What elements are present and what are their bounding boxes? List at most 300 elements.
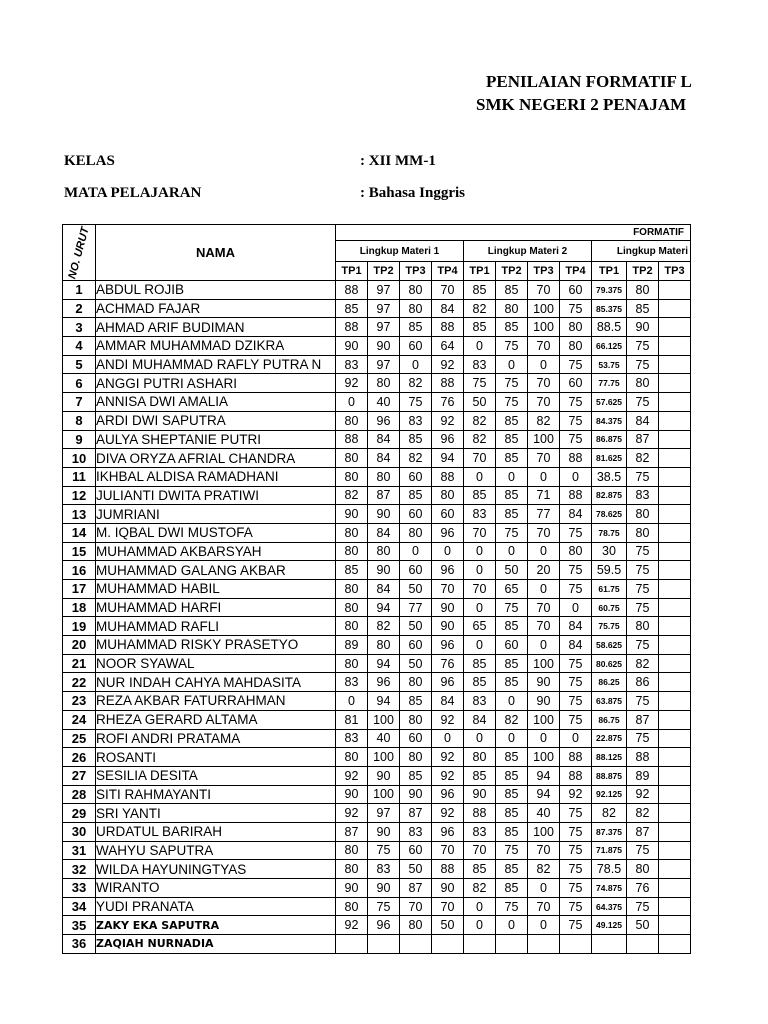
- score-cell: 75: [560, 879, 592, 898]
- score-cell: 80: [336, 580, 368, 599]
- score-cell: 97: [368, 355, 400, 374]
- row-number: 34: [63, 897, 96, 916]
- score-cell: 60: [560, 374, 592, 393]
- score-cell: 66.125: [592, 337, 627, 356]
- row-number: 1: [63, 281, 96, 300]
- score-cell: 87: [627, 430, 659, 449]
- score-cell: 82: [627, 449, 659, 468]
- student-name: ANGGI PUTRI ASHARI: [96, 374, 336, 393]
- score-cell: 80: [336, 617, 368, 636]
- score-cell: 83: [336, 729, 368, 748]
- score-cell: 94: [528, 785, 560, 804]
- score-cell: 80: [560, 318, 592, 337]
- score-cell: 0: [496, 355, 528, 374]
- row-number: 23: [63, 692, 96, 711]
- score-cell: 85: [464, 281, 496, 300]
- score-cell: 71.875: [592, 841, 627, 860]
- score-cell: 78.625: [592, 505, 627, 524]
- score-cell: 90: [432, 617, 464, 636]
- score-cell: [659, 841, 691, 860]
- row-number: 10: [63, 449, 96, 468]
- score-cell: 75: [627, 841, 659, 860]
- score-cell: 0: [496, 692, 528, 711]
- score-cell: 75: [560, 393, 592, 412]
- table-row: [63, 467, 691, 486]
- score-cell: [464, 935, 496, 954]
- score-cell: 75: [560, 299, 592, 318]
- score-cell: 53.75: [592, 355, 627, 374]
- score-cell: 100: [528, 299, 560, 318]
- score-cell: 65: [464, 617, 496, 636]
- row-number: 2: [63, 299, 96, 318]
- score-cell: 65: [496, 580, 528, 599]
- score-cell: 96: [432, 561, 464, 580]
- score-cell: 100: [528, 748, 560, 767]
- student-name: WIRANTO: [96, 879, 336, 898]
- score-cell: 90: [528, 692, 560, 711]
- score-cell: 86.875: [592, 430, 627, 449]
- score-cell: 50: [496, 561, 528, 580]
- score-cell: 78.5: [592, 860, 627, 879]
- score-cell: [659, 542, 691, 561]
- score-cell: 80: [400, 673, 432, 692]
- score-cell: 75: [627, 729, 659, 748]
- student-name: MUHAMMAD RAFLI: [96, 617, 336, 636]
- table-row: [63, 804, 691, 823]
- group-header-1: Lingkup Materi 1: [336, 241, 464, 262]
- tp-header: TP3: [528, 262, 560, 281]
- score-cell: 85: [400, 692, 432, 711]
- score-cell: 0: [336, 393, 368, 412]
- table-row: [63, 393, 691, 412]
- student-name: AULYA SHEPTANIE PUTRI: [96, 430, 336, 449]
- score-cell: 0: [336, 692, 368, 711]
- score-cell: 75: [464, 374, 496, 393]
- row-number: 12: [63, 486, 96, 505]
- score-cell: 85: [464, 673, 496, 692]
- score-cell: 0: [528, 580, 560, 599]
- score-cell: 40: [368, 729, 400, 748]
- score-cell: 0: [528, 355, 560, 374]
- score-cell: 70: [528, 617, 560, 636]
- mapel-label: MATA PELAJARAN: [64, 185, 202, 201]
- score-cell: 90: [432, 598, 464, 617]
- score-cell: 0: [464, 542, 496, 561]
- score-cell: 82: [368, 617, 400, 636]
- score-cell: 80: [368, 542, 400, 561]
- table-row: [63, 561, 691, 580]
- score-cell: 75: [496, 337, 528, 356]
- score-cell: 92: [432, 804, 464, 823]
- no-urut-header: NO. URUT: [63, 225, 96, 281]
- row-number: 21: [63, 654, 96, 673]
- score-cell: 75: [627, 580, 659, 599]
- score-cell: 83: [627, 486, 659, 505]
- table-row: [63, 654, 691, 673]
- student-name: WAHYU SAPUTRA: [96, 841, 336, 860]
- student-name: JUMRIANI: [96, 505, 336, 524]
- score-cell: 75.75: [592, 617, 627, 636]
- score-cell: 80: [627, 617, 659, 636]
- score-cell: 85.375: [592, 299, 627, 318]
- score-cell: 82: [400, 449, 432, 468]
- student-name: SRI YANTI: [96, 804, 336, 823]
- score-cell: 75: [627, 355, 659, 374]
- row-number: 8: [63, 411, 96, 430]
- score-cell: 0: [464, 561, 496, 580]
- score-cell: 88: [560, 449, 592, 468]
- score-cell: [659, 561, 691, 580]
- tp-header: TP2: [368, 262, 400, 281]
- score-cell: [659, 654, 691, 673]
- score-cell: 85: [496, 879, 528, 898]
- score-cell: 88: [432, 860, 464, 879]
- score-cell: 82: [528, 411, 560, 430]
- score-cell: 92: [336, 804, 368, 823]
- score-cell: 75: [627, 542, 659, 561]
- score-cell: 0: [528, 542, 560, 561]
- kelas-value: : XII MM-1: [360, 153, 436, 169]
- score-cell: 92: [432, 355, 464, 374]
- score-cell: 70: [528, 281, 560, 300]
- score-cell: [659, 860, 691, 879]
- score-cell: 97: [368, 281, 400, 300]
- row-number: 25: [63, 729, 96, 748]
- table-row: [63, 486, 691, 505]
- score-cell: 85: [336, 561, 368, 580]
- score-cell: [627, 935, 659, 954]
- score-cell: 85: [464, 860, 496, 879]
- score-cell: 90: [368, 879, 400, 898]
- score-cell: 84: [627, 411, 659, 430]
- table-row: [63, 879, 691, 898]
- score-cell: [659, 374, 691, 393]
- score-cell: 90: [627, 318, 659, 337]
- table-row: [63, 355, 691, 374]
- score-cell: 84: [560, 505, 592, 524]
- score-cell: 80: [496, 299, 528, 318]
- score-cell: 60: [400, 505, 432, 524]
- score-cell: 70: [432, 281, 464, 300]
- table-row: [63, 897, 691, 916]
- score-cell: 0: [464, 916, 496, 935]
- score-cell: 61.75: [592, 580, 627, 599]
- score-cell: 75: [368, 897, 400, 916]
- score-cell: 85: [496, 486, 528, 505]
- student-name: SESILIA DESITA: [96, 766, 336, 785]
- table-row: [63, 822, 691, 841]
- student-name: SITI RAHMAYANTI: [96, 785, 336, 804]
- student-name: YUDI PRANATA: [96, 897, 336, 916]
- score-cell: 85: [496, 748, 528, 767]
- score-cell: 85: [496, 766, 528, 785]
- score-cell: 80: [336, 411, 368, 430]
- table-row: [63, 766, 691, 785]
- score-cell: 75: [560, 897, 592, 916]
- score-cell: 75: [560, 804, 592, 823]
- score-cell: 64: [432, 337, 464, 356]
- score-cell: [659, 393, 691, 412]
- score-cell: 58.625: [592, 636, 627, 655]
- row-number: 13: [63, 505, 96, 524]
- score-cell: [659, 355, 691, 374]
- score-cell: 82.875: [592, 486, 627, 505]
- score-cell: [659, 617, 691, 636]
- score-cell: 75: [496, 841, 528, 860]
- score-cell: 0: [464, 467, 496, 486]
- table-row: [63, 860, 691, 879]
- table-row: [63, 281, 691, 300]
- score-cell: 92: [336, 916, 368, 935]
- score-cell: 0: [496, 916, 528, 935]
- score-cell: 75: [496, 393, 528, 412]
- score-cell: 80: [400, 748, 432, 767]
- group-header-3: Lingkup Materi: [592, 241, 691, 262]
- score-cell: 80.625: [592, 654, 627, 673]
- score-cell: 70: [464, 449, 496, 468]
- score-cell: 92: [432, 748, 464, 767]
- score-cell: 85: [496, 785, 528, 804]
- student-name: AHMAD ARIF BUDIMAN: [96, 318, 336, 337]
- table-row: [63, 411, 691, 430]
- score-cell: 0: [400, 355, 432, 374]
- score-cell: 86: [627, 673, 659, 692]
- score-cell: 82: [464, 411, 496, 430]
- score-cell: 75: [560, 561, 592, 580]
- score-cell: 84: [368, 523, 400, 542]
- score-cell: [659, 505, 691, 524]
- score-cell: 80: [627, 860, 659, 879]
- score-cell: 76: [432, 654, 464, 673]
- score-cell: 75: [560, 841, 592, 860]
- score-cell: 49.125: [592, 916, 627, 935]
- score-cell: 100: [528, 654, 560, 673]
- score-cell: 87: [627, 710, 659, 729]
- score-cell: 90: [368, 561, 400, 580]
- score-cell: 83: [464, 505, 496, 524]
- score-cell: 80: [627, 505, 659, 524]
- row-number: 5: [63, 355, 96, 374]
- score-cell: 82: [336, 486, 368, 505]
- score-cell: 82: [464, 299, 496, 318]
- score-cell: 94: [368, 654, 400, 673]
- score-cell: 90: [336, 337, 368, 356]
- score-cell: 75: [560, 692, 592, 711]
- score-cell: 70: [528, 841, 560, 860]
- score-cell: 60: [400, 636, 432, 655]
- score-cell: 85: [400, 430, 432, 449]
- score-cell: 85: [496, 804, 528, 823]
- score-cell: 82: [496, 710, 528, 729]
- tp-header: TP1: [336, 262, 368, 281]
- student-name: AMMAR MUHAMMAD DZIKRA: [96, 337, 336, 356]
- score-cell: 88: [336, 430, 368, 449]
- score-cell: 75: [627, 337, 659, 356]
- score-cell: 0: [528, 879, 560, 898]
- score-cell: 88: [627, 748, 659, 767]
- score-cell: 85: [496, 449, 528, 468]
- table-row: [63, 374, 691, 393]
- score-cell: [659, 935, 691, 954]
- score-cell: 80: [400, 299, 432, 318]
- score-cell: 0: [528, 729, 560, 748]
- score-cell: [659, 580, 691, 599]
- score-cell: 90: [464, 785, 496, 804]
- score-cell: 96: [432, 785, 464, 804]
- group-header-2: Lingkup Materi 2: [464, 241, 592, 262]
- score-cell: 80: [368, 467, 400, 486]
- score-cell: 96: [368, 411, 400, 430]
- score-cell: 92: [432, 710, 464, 729]
- score-cell: 75: [560, 523, 592, 542]
- score-cell: 87: [368, 486, 400, 505]
- score-cell: 0: [464, 337, 496, 356]
- score-cell: 80: [336, 748, 368, 767]
- score-cell: 75: [560, 355, 592, 374]
- score-cell: 64.375: [592, 897, 627, 916]
- student-name: ACHMAD FAJAR: [96, 299, 336, 318]
- score-cell: 80: [368, 636, 400, 655]
- score-cell: [659, 766, 691, 785]
- score-cell: 88: [560, 486, 592, 505]
- score-cell: 0: [528, 916, 560, 935]
- score-cell: 86.75: [592, 710, 627, 729]
- table-row: [63, 916, 691, 935]
- score-cell: 60: [560, 281, 592, 300]
- score-cell: 100: [528, 710, 560, 729]
- score-cell: 75: [627, 393, 659, 412]
- score-cell: 60: [400, 841, 432, 860]
- student-name: ZAKY EKA SAPUTRA: [96, 916, 336, 935]
- score-cell: 85: [336, 299, 368, 318]
- score-cell: 88: [336, 281, 368, 300]
- row-number: 7: [63, 393, 96, 412]
- score-cell: 80: [400, 916, 432, 935]
- row-number: 30: [63, 822, 96, 841]
- score-cell: 88: [336, 318, 368, 337]
- row-number: 16: [63, 561, 96, 580]
- score-cell: 90: [528, 673, 560, 692]
- score-cell: 80: [336, 654, 368, 673]
- table-row: [63, 318, 691, 337]
- score-cell: 90: [368, 822, 400, 841]
- score-cell: [659, 748, 691, 767]
- score-cell: [592, 935, 627, 954]
- table-row: [63, 299, 691, 318]
- score-cell: 94: [368, 692, 400, 711]
- score-cell: 85: [464, 318, 496, 337]
- score-cell: 84: [464, 710, 496, 729]
- score-cell: 92: [627, 785, 659, 804]
- tp-header: TP1: [592, 262, 627, 281]
- score-cell: 75: [560, 710, 592, 729]
- row-number: 14: [63, 523, 96, 542]
- score-cell: 0: [496, 729, 528, 748]
- score-cell: 50: [400, 654, 432, 673]
- score-cell: 83: [400, 822, 432, 841]
- score-cell: 88.125: [592, 748, 627, 767]
- student-name: ROFI ANDRI PRATAMA: [96, 729, 336, 748]
- score-cell: 50: [400, 617, 432, 636]
- score-cell: 70: [464, 841, 496, 860]
- grades-table: [62, 224, 691, 954]
- score-cell: 97: [368, 299, 400, 318]
- score-cell: 70: [528, 337, 560, 356]
- score-cell: 75: [627, 692, 659, 711]
- score-cell: [659, 449, 691, 468]
- score-cell: 82: [464, 879, 496, 898]
- score-cell: 83: [400, 411, 432, 430]
- row-number: 3: [63, 318, 96, 337]
- row-number: 20: [63, 636, 96, 655]
- score-cell: 63.875: [592, 692, 627, 711]
- score-cell: 92: [432, 766, 464, 785]
- score-cell: 77.75: [592, 374, 627, 393]
- score-cell: 80: [336, 542, 368, 561]
- table-row: [63, 692, 691, 711]
- score-cell: [432, 935, 464, 954]
- table-row: [63, 523, 691, 542]
- score-cell: 96: [432, 523, 464, 542]
- score-cell: [400, 935, 432, 954]
- score-cell: [659, 673, 691, 692]
- score-cell: 60.75: [592, 598, 627, 617]
- score-cell: 50: [432, 916, 464, 935]
- score-cell: [659, 636, 691, 655]
- score-cell: 80: [400, 523, 432, 542]
- score-cell: 85: [400, 486, 432, 505]
- score-cell: [528, 935, 560, 954]
- score-cell: 70: [464, 580, 496, 599]
- score-cell: 100: [528, 430, 560, 449]
- score-cell: 50: [400, 860, 432, 879]
- score-cell: 94: [368, 598, 400, 617]
- score-cell: [659, 299, 691, 318]
- score-cell: 87.375: [592, 822, 627, 841]
- score-cell: 83: [464, 692, 496, 711]
- score-cell: 88: [560, 748, 592, 767]
- student-name: M. IQBAL DWI MUSTOFA: [96, 523, 336, 542]
- score-cell: 82: [592, 804, 627, 823]
- score-cell: 84: [368, 430, 400, 449]
- score-cell: 0: [528, 467, 560, 486]
- score-cell: 75: [560, 860, 592, 879]
- score-cell: 85: [400, 766, 432, 785]
- score-cell: 60: [400, 467, 432, 486]
- table-row: [63, 337, 691, 356]
- score-cell: [659, 337, 691, 356]
- row-number: 31: [63, 841, 96, 860]
- formatif-header: FORMATIF: [336, 225, 691, 241]
- score-cell: 80: [400, 281, 432, 300]
- score-cell: 85: [496, 505, 528, 524]
- score-cell: 75: [627, 897, 659, 916]
- score-cell: 75: [560, 916, 592, 935]
- score-cell: 85: [496, 860, 528, 879]
- score-cell: 90: [368, 337, 400, 356]
- score-cell: 75: [560, 430, 592, 449]
- score-cell: 50: [627, 916, 659, 935]
- score-cell: 70: [528, 897, 560, 916]
- score-cell: 100: [528, 822, 560, 841]
- score-cell: [659, 467, 691, 486]
- score-cell: 88: [432, 318, 464, 337]
- table-row: [63, 729, 691, 748]
- score-cell: 92: [336, 374, 368, 393]
- score-cell: 96: [432, 636, 464, 655]
- student-name: DIVA ORYZA AFRIAL CHANDRA: [96, 449, 336, 468]
- score-cell: 79.375: [592, 281, 627, 300]
